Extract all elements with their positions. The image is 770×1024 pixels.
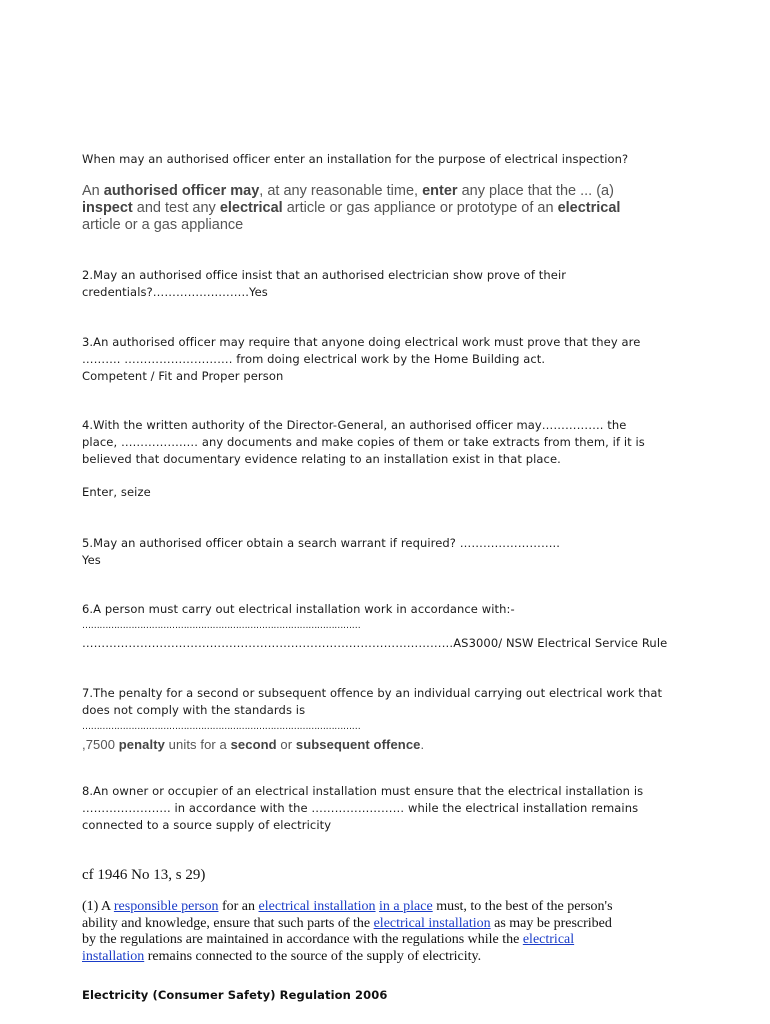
link-electrical-installation[interactable]: electrical installation bbox=[258, 899, 376, 914]
question-3: 3.An authorised officer may require that anyone doing electrical work must prove that they are ………. ………………………. from doing electrical work by the Home Building act. Competent / Fit and Proper person bbox=[82, 334, 692, 385]
footer-title: Electricity (Consumer Safety) Regulation 2006 bbox=[82, 988, 388, 1002]
question-8: 8.An owner or occupier of an electrical installation must ensure that the electrical installation is ………………….. in accordance with the …………………… while the electrical installation remains connected to a source supply of electricity bbox=[82, 784, 644, 832]
link-installation[interactable]: installation bbox=[82, 948, 145, 964]
question-5: 5.May an authorised officer obtain a search warrant if required? …………………….. Yes bbox=[82, 535, 692, 569]
question-1: When may an authorised officer enter an installation for the purpose of electrical inspection? bbox=[82, 152, 629, 166]
link-responsible-person[interactable]: responsible person bbox=[113, 899, 219, 914]
question-4: 4.With the written authority of the Director-General, an authorised officer may……………. the place, ……………..… any documents and make copies of them or take extracts from them, if it is believed that documentary evidence relating to an installation exist in that place. bbox=[82, 418, 645, 466]
statute-text: (1) A responsible person for an electrical installation in a place must, to the best of the person's ability and knowledge, ensure that such parts of the electrical installation as may be prescribed by the regulations are maintained in accordance with the regulations while the electrical installation remains connected to the source of the supply of electricity. bbox=[82, 899, 613, 964]
answer-7: ,7500 penalty units for a second or subsequent offence. bbox=[82, 737, 425, 752]
link-in-a-place[interactable]: in a place bbox=[379, 899, 433, 914]
answer-4: Enter, seize bbox=[82, 485, 151, 499]
link-electrical[interactable]: electrical bbox=[522, 932, 575, 947]
answer-3: Competent / Fit and Proper person bbox=[82, 369, 284, 383]
question-7: 7.The penalty for a second or subsequent offence by an individual carrying out electrical work that does not comply with the standards is …………………………………………………………………………………… ,7500 penalty units for a second or subsequent offence. bbox=[82, 685, 692, 753]
link-electrical-installation-2[interactable]: electrical installation bbox=[373, 915, 491, 931]
question-2: 2.May an authorised office insist that an authorised electrician show prove of their credentials?……………..……..Yes bbox=[82, 268, 567, 299]
answer-5: Yes bbox=[82, 553, 101, 567]
answer-1: An authorised officer may, at any reasonable time, enter any place that the ... (a) inspect and test any electrical article or gas appliance or prototype of an electrical article or a gas appliance bbox=[82, 183, 621, 233]
question-6: 6.A person must carry out electrical installation work in accordance with:- …………………………………………………………………………………… ……………………………………………………………………………………AS3000/ NSW Electrical Service Rule bbox=[82, 602, 668, 650]
citation: cf 1946 No 13, s 29) bbox=[82, 867, 206, 883]
